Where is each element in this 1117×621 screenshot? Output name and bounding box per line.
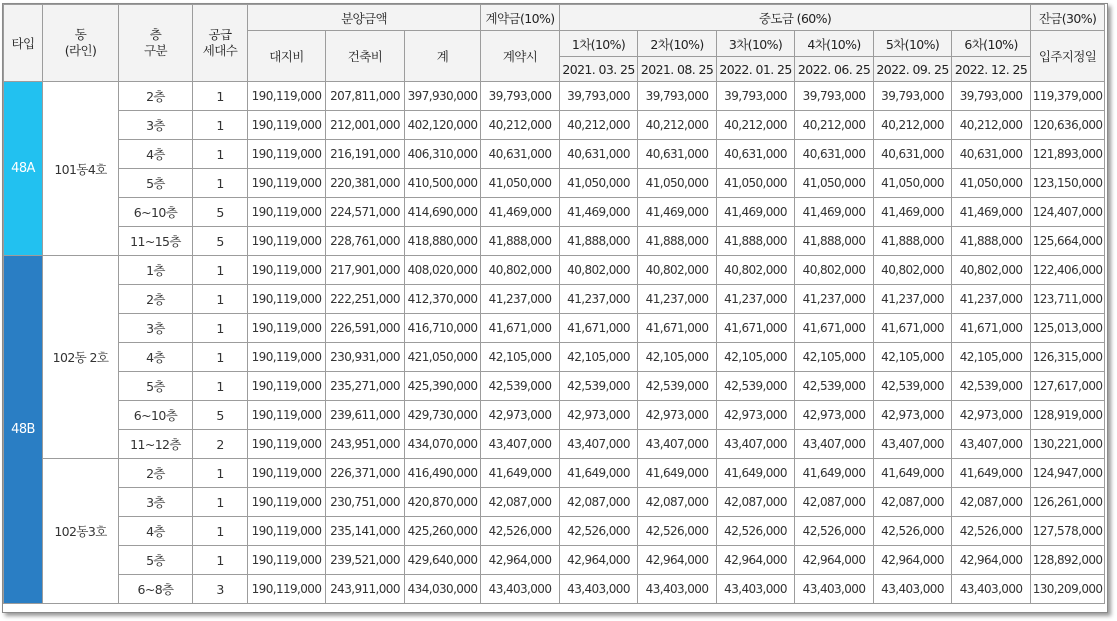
installment-5-cell: 40,631,000 xyxy=(874,140,952,169)
land-cost-cell: 190,119,000 xyxy=(248,285,326,314)
balance-cell: 127,617,000 xyxy=(1031,372,1105,401)
deposit-cell: 43,407,000 xyxy=(481,430,560,459)
header-installment-3: 3차(10%) xyxy=(717,31,795,57)
installment-4-cell: 43,407,000 xyxy=(795,430,874,459)
deposit-cell: 39,793,000 xyxy=(481,82,560,111)
header-sale-price: 분양금액 xyxy=(248,5,481,31)
installment-6-cell: 42,964,000 xyxy=(952,546,1031,575)
building-cost-cell: 235,141,000 xyxy=(326,517,405,546)
table-row xyxy=(4,401,1105,430)
deposit-cell: 40,631,000 xyxy=(481,140,560,169)
dong-cell: 102동 2호 xyxy=(43,256,119,459)
balance-cell: 122,406,000 xyxy=(1031,256,1105,285)
units-cell: 1 xyxy=(193,256,248,285)
floor-cell: 4층 xyxy=(119,517,193,546)
installment-3-cell: 41,649,000 xyxy=(717,459,795,488)
total-price-cell: 420,870,000 xyxy=(405,488,481,517)
land-cost-cell: 190,119,000 xyxy=(248,314,326,343)
header-deposit-when: 계약시 xyxy=(481,31,560,82)
installment-2-cell: 39,793,000 xyxy=(638,82,717,111)
units-cell: 1 xyxy=(193,169,248,198)
installment-1-cell: 42,964,000 xyxy=(560,546,638,575)
deposit-cell: 41,237,000 xyxy=(481,285,560,314)
deposit-cell: 40,212,000 xyxy=(481,111,560,140)
installment-6-cell: 40,802,000 xyxy=(952,256,1031,285)
installment-1-cell: 43,407,000 xyxy=(560,430,638,459)
installment-6-cell: 42,539,000 xyxy=(952,372,1031,401)
installment-4-cell: 41,469,000 xyxy=(795,198,874,227)
table-row xyxy=(4,285,1105,314)
table-row xyxy=(4,343,1105,372)
floor-cell: 6~8층 xyxy=(119,575,193,604)
installment-6-cell: 41,888,000 xyxy=(952,227,1031,256)
installment-4-cell: 43,403,000 xyxy=(795,575,874,604)
balance-cell: 121,893,000 xyxy=(1031,140,1105,169)
balance-cell: 123,150,000 xyxy=(1031,169,1105,198)
installment-3-cell: 41,469,000 xyxy=(717,198,795,227)
building-cost-cell: 239,611,000 xyxy=(326,401,405,430)
table-row xyxy=(4,169,1105,198)
installment-5-cell: 40,212,000 xyxy=(874,111,952,140)
land-cost-cell: 190,119,000 xyxy=(248,517,326,546)
installment-1-cell: 41,237,000 xyxy=(560,285,638,314)
table-body xyxy=(4,82,1105,604)
installment-3-cell: 39,793,000 xyxy=(717,82,795,111)
land-cost-cell: 190,119,000 xyxy=(248,343,326,372)
header-balance: 잔금(30%) xyxy=(1031,5,1105,31)
dong-cell: 101동4호 xyxy=(43,82,119,256)
header-installment-5-date: 2022. 09. 25 xyxy=(874,57,952,82)
floor-cell: 5층 xyxy=(119,169,193,198)
floor-cell: 11~15층 xyxy=(119,227,193,256)
header-building: 건축비 xyxy=(326,31,405,82)
installment-3-cell: 43,407,000 xyxy=(717,430,795,459)
installment-4-cell: 40,212,000 xyxy=(795,111,874,140)
header-dong-line1: 동 xyxy=(74,27,87,42)
header-units xyxy=(193,5,248,82)
units-cell: 5 xyxy=(193,401,248,430)
building-cost-cell: 243,911,000 xyxy=(326,575,405,604)
deposit-cell: 41,888,000 xyxy=(481,227,560,256)
balance-cell: 125,013,000 xyxy=(1031,314,1105,343)
installment-5-cell: 41,649,000 xyxy=(874,459,952,488)
land-cost-cell: 190,119,000 xyxy=(248,227,326,256)
installment-3-cell: 41,237,000 xyxy=(717,285,795,314)
installment-1-cell: 42,105,000 xyxy=(560,343,638,372)
floor-cell: 2층 xyxy=(119,459,193,488)
installment-4-cell: 40,631,000 xyxy=(795,140,874,169)
installment-6-cell: 41,469,000 xyxy=(952,198,1031,227)
total-price-cell: 416,710,000 xyxy=(405,314,481,343)
installment-3-cell: 40,802,000 xyxy=(717,256,795,285)
units-cell: 1 xyxy=(193,343,248,372)
deposit-cell: 41,469,000 xyxy=(481,198,560,227)
balance-cell: 128,892,000 xyxy=(1031,546,1105,575)
floor-cell: 6~10층 xyxy=(119,198,193,227)
installment-1-cell: 41,469,000 xyxy=(560,198,638,227)
table-row xyxy=(4,198,1105,227)
installment-5-cell: 41,888,000 xyxy=(874,227,952,256)
installment-4-cell: 42,539,000 xyxy=(795,372,874,401)
total-price-cell: 425,390,000 xyxy=(405,372,481,401)
deposit-cell: 41,649,000 xyxy=(481,459,560,488)
installment-3-cell: 41,888,000 xyxy=(717,227,795,256)
land-cost-cell: 190,119,000 xyxy=(248,459,326,488)
land-cost-cell: 190,119,000 xyxy=(248,546,326,575)
header-dong xyxy=(43,5,119,82)
table-row xyxy=(4,459,1105,488)
units-cell: 5 xyxy=(193,227,248,256)
land-cost-cell: 190,119,000 xyxy=(248,82,326,111)
dong-cell: 102동3호 xyxy=(43,459,119,604)
total-price-cell: 421,050,000 xyxy=(405,343,481,372)
installment-2-cell: 40,631,000 xyxy=(638,140,717,169)
land-cost-cell: 190,119,000 xyxy=(248,488,326,517)
total-price-cell: 406,310,000 xyxy=(405,140,481,169)
building-cost-cell: 230,931,000 xyxy=(326,343,405,372)
installment-2-cell: 43,403,000 xyxy=(638,575,717,604)
header-installment-1: 1차(10%) xyxy=(560,31,638,57)
table-row xyxy=(4,517,1105,546)
floor-cell: 6~10층 xyxy=(119,401,193,430)
installment-5-cell: 42,539,000 xyxy=(874,372,952,401)
table-row xyxy=(4,314,1105,343)
installment-1-cell: 42,539,000 xyxy=(560,372,638,401)
installment-6-cell: 41,050,000 xyxy=(952,169,1031,198)
table-row xyxy=(4,82,1105,111)
deposit-cell: 42,539,000 xyxy=(481,372,560,401)
building-cost-cell: 228,761,000 xyxy=(326,227,405,256)
installment-4-cell: 42,526,000 xyxy=(795,517,874,546)
header-installment-1-date: 2021. 03. 25 xyxy=(560,57,638,82)
header-balance-when: 입주지정일 xyxy=(1031,31,1105,82)
installment-4-cell: 42,973,000 xyxy=(795,401,874,430)
units-cell: 1 xyxy=(193,372,248,401)
installment-1-cell: 43,403,000 xyxy=(560,575,638,604)
floor-cell: 5층 xyxy=(119,546,193,575)
building-cost-cell: 220,381,000 xyxy=(326,169,405,198)
header-floor-line1: 층 xyxy=(149,27,162,42)
units-cell: 3 xyxy=(193,575,248,604)
header-installment-4-date: 2022. 06. 25 xyxy=(795,57,874,82)
installment-2-cell: 42,539,000 xyxy=(638,372,717,401)
building-cost-cell: 243,951,000 xyxy=(326,430,405,459)
units-cell: 1 xyxy=(193,488,248,517)
floor-cell: 2층 xyxy=(119,285,193,314)
units-cell: 1 xyxy=(193,314,248,343)
total-price-cell: 429,640,000 xyxy=(405,546,481,575)
balance-cell: 130,221,000 xyxy=(1031,430,1105,459)
deposit-cell: 41,671,000 xyxy=(481,314,560,343)
installment-5-cell: 43,407,000 xyxy=(874,430,952,459)
floor-cell: 3층 xyxy=(119,314,193,343)
header-installment-4: 4차(10%) xyxy=(795,31,874,57)
installment-5-cell: 43,403,000 xyxy=(874,575,952,604)
installment-3-cell: 42,105,000 xyxy=(717,343,795,372)
header-land: 대지비 xyxy=(248,31,326,82)
header-total: 계 xyxy=(405,31,481,82)
installment-4-cell: 42,964,000 xyxy=(795,546,874,575)
total-price-cell: 434,070,000 xyxy=(405,430,481,459)
header-deposit: 계약금(10%) xyxy=(481,5,560,31)
floor-cell: 3층 xyxy=(119,111,193,140)
header-installment-5: 5차(10%) xyxy=(874,31,952,57)
building-cost-cell: 212,001,000 xyxy=(326,111,405,140)
price-table-frame xyxy=(2,3,1108,613)
installment-2-cell: 42,964,000 xyxy=(638,546,717,575)
total-price-cell: 425,260,000 xyxy=(405,517,481,546)
deposit-cell: 42,087,000 xyxy=(481,488,560,517)
building-cost-cell: 216,191,000 xyxy=(326,140,405,169)
installment-4-cell: 41,888,000 xyxy=(795,227,874,256)
installment-2-cell: 42,526,000 xyxy=(638,517,717,546)
installment-1-cell: 41,050,000 xyxy=(560,169,638,198)
installment-2-cell: 41,050,000 xyxy=(638,169,717,198)
installment-2-cell: 42,105,000 xyxy=(638,343,717,372)
building-cost-cell: 230,751,000 xyxy=(326,488,405,517)
balance-cell: 125,664,000 xyxy=(1031,227,1105,256)
table-row xyxy=(4,546,1105,575)
units-cell: 1 xyxy=(193,285,248,314)
installment-6-cell: 42,087,000 xyxy=(952,488,1031,517)
land-cost-cell: 190,119,000 xyxy=(248,430,326,459)
installment-5-cell: 39,793,000 xyxy=(874,82,952,111)
installment-1-cell: 42,973,000 xyxy=(560,401,638,430)
installment-3-cell: 41,671,000 xyxy=(717,314,795,343)
building-cost-cell: 226,591,000 xyxy=(326,314,405,343)
installment-6-cell: 42,105,000 xyxy=(952,343,1031,372)
installment-2-cell: 41,888,000 xyxy=(638,227,717,256)
installment-3-cell: 40,631,000 xyxy=(717,140,795,169)
installment-3-cell: 42,087,000 xyxy=(717,488,795,517)
installment-1-cell: 41,671,000 xyxy=(560,314,638,343)
installment-5-cell: 41,671,000 xyxy=(874,314,952,343)
installment-3-cell: 43,403,000 xyxy=(717,575,795,604)
units-cell: 1 xyxy=(193,111,248,140)
installment-1-cell: 42,087,000 xyxy=(560,488,638,517)
header-middle: 중도금 (60%) xyxy=(560,5,1031,31)
installment-3-cell: 42,973,000 xyxy=(717,401,795,430)
total-price-cell: 402,120,000 xyxy=(405,111,481,140)
header-type: 타입 xyxy=(4,5,43,82)
installment-3-cell: 42,526,000 xyxy=(717,517,795,546)
balance-cell: 127,578,000 xyxy=(1031,517,1105,546)
installment-4-cell: 41,237,000 xyxy=(795,285,874,314)
balance-cell: 126,315,000 xyxy=(1031,343,1105,372)
installment-2-cell: 41,237,000 xyxy=(638,285,717,314)
total-price-cell: 418,880,000 xyxy=(405,227,481,256)
land-cost-cell: 190,119,000 xyxy=(248,198,326,227)
building-cost-cell: 239,521,000 xyxy=(326,546,405,575)
installment-3-cell: 41,050,000 xyxy=(717,169,795,198)
installment-4-cell: 42,087,000 xyxy=(795,488,874,517)
building-cost-cell: 222,251,000 xyxy=(326,285,405,314)
header-floor-line2: 구분 xyxy=(144,43,167,58)
total-price-cell: 408,020,000 xyxy=(405,256,481,285)
installment-6-cell: 40,631,000 xyxy=(952,140,1031,169)
units-cell: 1 xyxy=(193,546,248,575)
floor-cell: 4층 xyxy=(119,140,193,169)
total-price-cell: 410,500,000 xyxy=(405,169,481,198)
installment-1-cell: 40,212,000 xyxy=(560,111,638,140)
balance-cell: 124,407,000 xyxy=(1031,198,1105,227)
land-cost-cell: 190,119,000 xyxy=(248,256,326,285)
units-cell: 1 xyxy=(193,140,248,169)
units-cell: 1 xyxy=(193,517,248,546)
floor-cell: 11~12층 xyxy=(119,430,193,459)
installment-6-cell: 42,973,000 xyxy=(952,401,1031,430)
floor-cell: 2층 xyxy=(119,82,193,111)
header-dong-line2: (라인) xyxy=(64,43,97,58)
deposit-cell: 42,973,000 xyxy=(481,401,560,430)
installment-1-cell: 39,793,000 xyxy=(560,82,638,111)
installment-6-cell: 40,212,000 xyxy=(952,111,1031,140)
installment-2-cell: 42,087,000 xyxy=(638,488,717,517)
total-price-cell: 412,370,000 xyxy=(405,285,481,314)
installment-4-cell: 41,050,000 xyxy=(795,169,874,198)
installment-1-cell: 42,526,000 xyxy=(560,517,638,546)
balance-cell: 126,261,000 xyxy=(1031,488,1105,517)
floor-cell: 4층 xyxy=(119,343,193,372)
header-installment-6-date: 2022. 12. 25 xyxy=(952,57,1031,82)
land-cost-cell: 190,119,000 xyxy=(248,111,326,140)
balance-cell: 128,919,000 xyxy=(1031,401,1105,430)
header-units-line2: 세대수 xyxy=(202,43,238,58)
installment-5-cell: 41,050,000 xyxy=(874,169,952,198)
installment-6-cell: 41,649,000 xyxy=(952,459,1031,488)
deposit-cell: 41,050,000 xyxy=(481,169,560,198)
table-row xyxy=(4,140,1105,169)
deposit-cell: 42,964,000 xyxy=(481,546,560,575)
floor-cell: 3층 xyxy=(119,488,193,517)
installment-1-cell: 40,802,000 xyxy=(560,256,638,285)
units-cell: 1 xyxy=(193,82,248,111)
installment-6-cell: 41,237,000 xyxy=(952,285,1031,314)
installment-2-cell: 41,649,000 xyxy=(638,459,717,488)
land-cost-cell: 190,119,000 xyxy=(248,372,326,401)
installment-6-cell: 39,793,000 xyxy=(952,82,1031,111)
land-cost-cell: 190,119,000 xyxy=(248,575,326,604)
table-row xyxy=(4,111,1105,140)
balance-cell: 120,636,000 xyxy=(1031,111,1105,140)
land-cost-cell: 190,119,000 xyxy=(248,140,326,169)
installment-6-cell: 43,403,000 xyxy=(952,575,1031,604)
installment-2-cell: 41,469,000 xyxy=(638,198,717,227)
table-header xyxy=(4,5,1105,82)
table-row xyxy=(4,430,1105,459)
building-cost-cell: 207,811,000 xyxy=(326,82,405,111)
land-cost-cell: 190,119,000 xyxy=(248,169,326,198)
installment-1-cell: 40,631,000 xyxy=(560,140,638,169)
total-price-cell: 397,930,000 xyxy=(405,82,481,111)
installment-5-cell: 40,802,000 xyxy=(874,256,952,285)
floor-cell: 1층 xyxy=(119,256,193,285)
installment-2-cell: 41,671,000 xyxy=(638,314,717,343)
land-cost-cell: 190,119,000 xyxy=(248,401,326,430)
header-floor xyxy=(119,5,193,82)
installment-5-cell: 42,964,000 xyxy=(874,546,952,575)
installment-1-cell: 41,888,000 xyxy=(560,227,638,256)
balance-cell: 124,947,000 xyxy=(1031,459,1105,488)
installment-6-cell: 42,526,000 xyxy=(952,517,1031,546)
floor-cell: 5층 xyxy=(119,372,193,401)
building-cost-cell: 217,901,000 xyxy=(326,256,405,285)
units-cell: 5 xyxy=(193,198,248,227)
installment-4-cell: 40,802,000 xyxy=(795,256,874,285)
installment-5-cell: 42,526,000 xyxy=(874,517,952,546)
total-price-cell: 416,490,000 xyxy=(405,459,481,488)
header-installment-2-date: 2021. 08. 25 xyxy=(638,57,717,82)
balance-cell: 130,209,000 xyxy=(1031,575,1105,604)
installment-2-cell: 43,407,000 xyxy=(638,430,717,459)
header-installment-6: 6차(10%) xyxy=(952,31,1031,57)
installment-6-cell: 41,671,000 xyxy=(952,314,1031,343)
deposit-cell: 43,403,000 xyxy=(481,575,560,604)
installment-2-cell: 42,973,000 xyxy=(638,401,717,430)
deposit-cell: 42,526,000 xyxy=(481,517,560,546)
total-price-cell: 434,030,000 xyxy=(405,575,481,604)
total-price-cell: 429,730,000 xyxy=(405,401,481,430)
type-cell: 48B xyxy=(4,256,43,604)
deposit-cell: 42,105,000 xyxy=(481,343,560,372)
header-installment-2: 2차(10%) xyxy=(638,31,717,57)
building-cost-cell: 235,271,000 xyxy=(326,372,405,401)
units-cell: 2 xyxy=(193,430,248,459)
installment-3-cell: 42,964,000 xyxy=(717,546,795,575)
installment-3-cell: 40,212,000 xyxy=(717,111,795,140)
table-row xyxy=(4,256,1105,285)
balance-cell: 119,379,000 xyxy=(1031,82,1105,111)
table-row xyxy=(4,227,1105,256)
installment-5-cell: 42,105,000 xyxy=(874,343,952,372)
installment-5-cell: 41,469,000 xyxy=(874,198,952,227)
table-row xyxy=(4,488,1105,517)
installment-4-cell: 39,793,000 xyxy=(795,82,874,111)
installment-5-cell: 41,237,000 xyxy=(874,285,952,314)
installment-6-cell: 43,407,000 xyxy=(952,430,1031,459)
installment-2-cell: 40,212,000 xyxy=(638,111,717,140)
installment-3-cell: 42,539,000 xyxy=(717,372,795,401)
total-price-cell: 414,690,000 xyxy=(405,198,481,227)
installment-4-cell: 42,105,000 xyxy=(795,343,874,372)
price-table xyxy=(3,4,1105,604)
deposit-cell: 40,802,000 xyxy=(481,256,560,285)
installment-4-cell: 41,649,000 xyxy=(795,459,874,488)
building-cost-cell: 226,371,000 xyxy=(326,459,405,488)
installment-1-cell: 41,649,000 xyxy=(560,459,638,488)
units-cell: 1 xyxy=(193,459,248,488)
installment-5-cell: 42,087,000 xyxy=(874,488,952,517)
installment-5-cell: 42,973,000 xyxy=(874,401,952,430)
header-installment-3-date: 2022. 01. 25 xyxy=(717,57,795,82)
header-units-line1: 공급 xyxy=(208,27,232,42)
installment-4-cell: 41,671,000 xyxy=(795,314,874,343)
table-row xyxy=(4,575,1105,604)
table-row xyxy=(4,372,1105,401)
installment-2-cell: 40,802,000 xyxy=(638,256,717,285)
balance-cell: 123,711,000 xyxy=(1031,285,1105,314)
type-cell: 48A xyxy=(4,82,43,256)
building-cost-cell: 224,571,000 xyxy=(326,198,405,227)
